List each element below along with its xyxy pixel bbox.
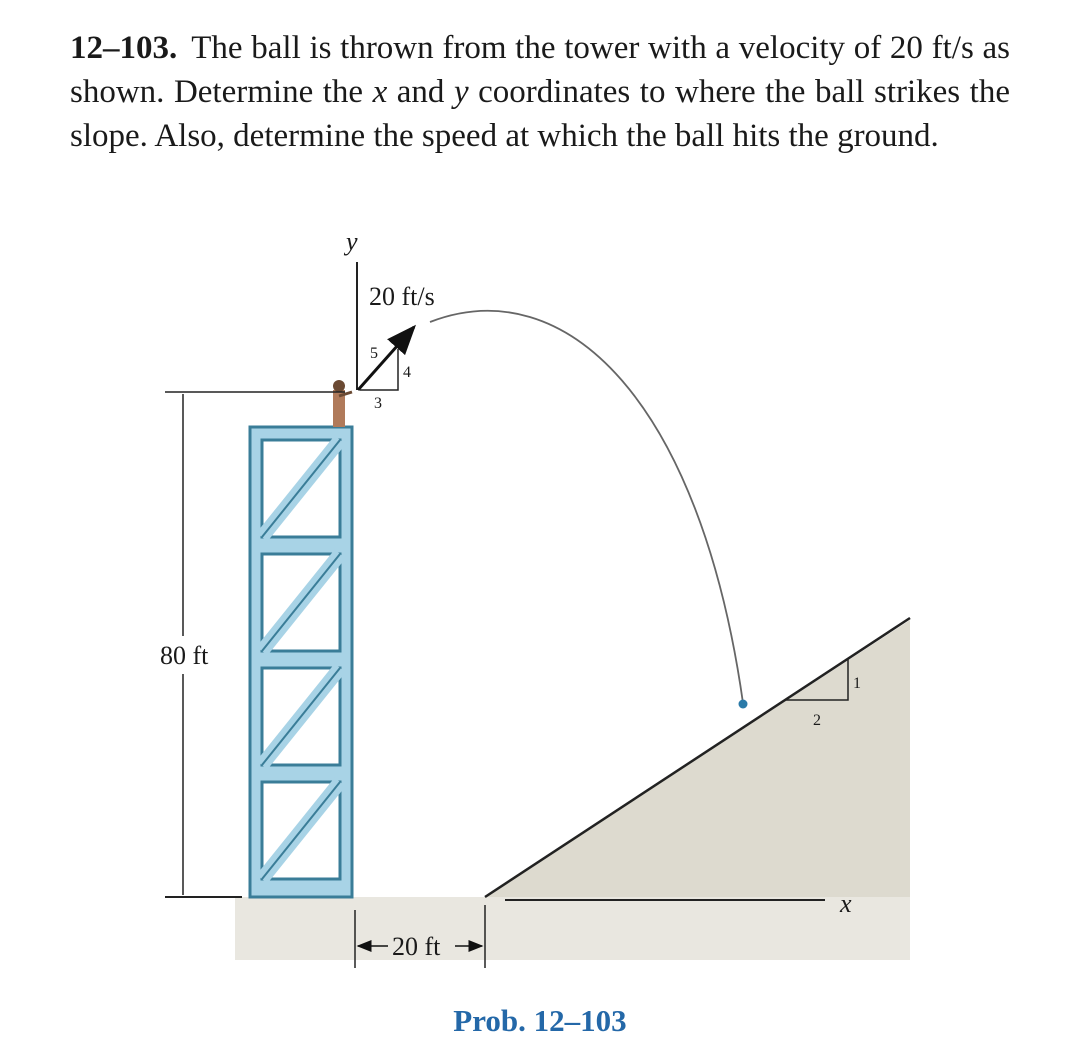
y-axis-label: y: [346, 227, 358, 256]
slope-run-label: 2: [813, 712, 821, 729]
velocity-label: 20 ft/s: [369, 282, 435, 311]
tower: [250, 427, 352, 897]
slope-5-label: 5: [370, 345, 378, 362]
slope-rise-label: 1: [853, 675, 861, 692]
thrower-figure: [333, 380, 352, 427]
problem-text-3: coordinates to where the ball strikes the slope. Also, determine the speed at which the ball hits the ground.: [70, 74, 1010, 154]
offset-label: 20 ft: [392, 932, 441, 961]
problem-number: 12–103.: [70, 30, 178, 66]
height-label: 80 ft: [160, 641, 209, 670]
ground-fade: [235, 897, 1080, 1000]
problem-text-1: The ball is thrown from the tower with a velocity of 20 ft/s as shown. Determine the: [70, 30, 1010, 110]
problem-text-2: and: [387, 74, 454, 110]
x-axis-label: x: [840, 889, 852, 918]
ball-trajectory: [430, 311, 743, 703]
slope-3-label: 3: [374, 395, 382, 412]
var-y: y: [453, 74, 469, 110]
figure-caption: Prob. 12–103: [453, 1003, 627, 1038]
ball: [739, 700, 748, 709]
velocity-triangle: [360, 349, 398, 390]
var-x: x: [372, 74, 388, 110]
slope-4-label: 4: [403, 364, 411, 381]
